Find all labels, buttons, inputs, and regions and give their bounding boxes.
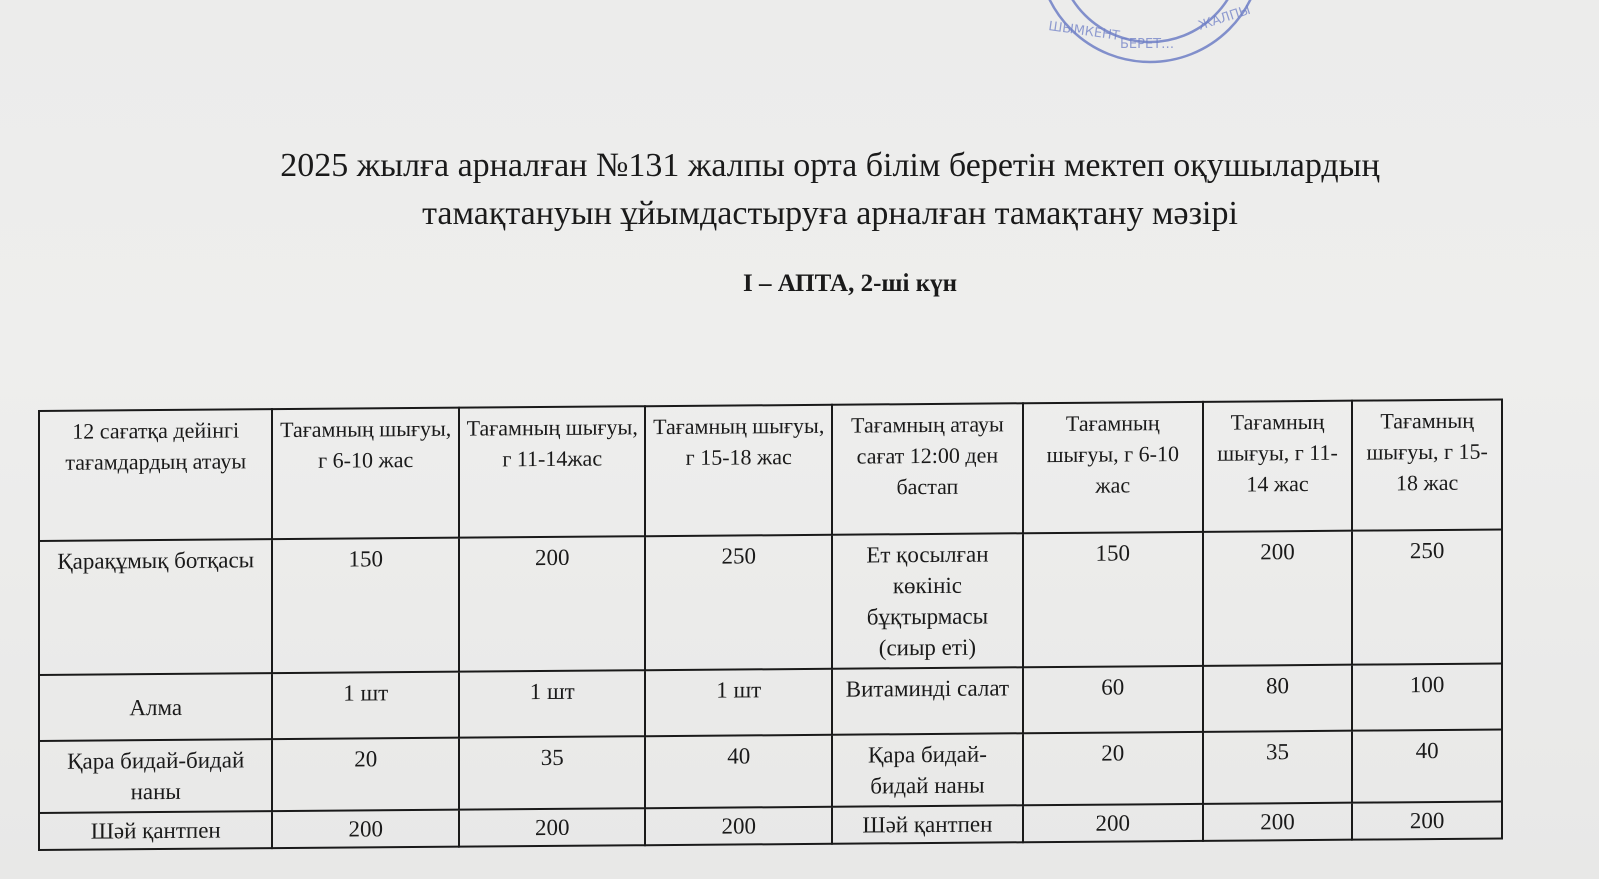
table-cell: Ет қосылған көкініс бұқтырмасы (сиыр еті): [832, 533, 1023, 668]
table-cell: 60: [1023, 666, 1203, 733]
title-line-2: тамақтануын ұйымдастыруға арналған тамақтану мәзірі: [422, 195, 1238, 232]
table-cell: 200: [459, 536, 646, 671]
table-cell: 35: [1203, 731, 1353, 804]
table-cell: Шәй қантпен: [39, 811, 272, 850]
table-row: [39, 730, 1502, 813]
table-cell: 200: [1203, 803, 1353, 841]
table-row: [39, 530, 1502, 675]
table-cell: 250: [645, 535, 832, 670]
header-cell: Тағамның шығуы, г 15-18 жас: [645, 405, 832, 536]
week-day-subtitle: I – АПТА, 2-ші күн: [742, 270, 958, 297]
table-cell: 200: [645, 807, 832, 845]
document-title: [180, 142, 1480, 238]
table-cell: 1 шт: [272, 672, 459, 739]
table-cell: 1 шт: [459, 670, 646, 737]
table-cell: 200: [459, 808, 646, 846]
header-cell: Тағамның атауы сағат 12:00 ден бастап: [832, 403, 1023, 534]
table-row: [39, 664, 1502, 741]
table-cell: 200: [1023, 804, 1203, 842]
header-cell: Тағамның шығуы, г 6-10 жас: [272, 408, 459, 539]
table-cell: 40: [1352, 730, 1502, 803]
header-cell: Тағамның шығуы, г 6-10 жас: [1023, 402, 1203, 533]
table-cell: 150: [272, 538, 459, 673]
table-cell: 40: [645, 735, 832, 808]
table-cell: 200: [272, 810, 459, 848]
table-cell: 200: [1352, 802, 1502, 840]
table-cell: 250: [1352, 530, 1502, 665]
table-cell: 20: [1023, 732, 1203, 805]
menu-table: [38, 398, 1503, 851]
table-cell: 1 шт: [645, 669, 832, 736]
svg-text:ЖАЛПЫ: ЖАЛПЫ: [1196, 2, 1253, 34]
svg-text:БЕРЕТ…: БЕРЕТ…: [1120, 37, 1175, 52]
table-cell: 20: [272, 738, 459, 811]
title-line-1: 2025 жылға арналған №131 жалпы орта білім беретін мектеп оқушылардың: [280, 147, 1380, 184]
table-cell: 200: [1203, 531, 1353, 666]
table-cell: Қара бидай-бидай наны: [39, 739, 272, 813]
table-cell: Витаминді салат: [832, 667, 1023, 734]
header-cell: Тағамның шығуы, г 11-14 жас: [1203, 401, 1353, 532]
table-cell: 150: [1023, 532, 1203, 667]
table-cell: 100: [1352, 664, 1502, 731]
table-header-row: [39, 400, 1502, 541]
table-cell: 35: [459, 736, 646, 809]
table-cell: Алма: [39, 673, 272, 741]
table-cell: Шәй қантпен: [832, 805, 1023, 843]
table-cell: 80: [1203, 665, 1353, 732]
header-cell: Тағамның шығуы, г 15-18 жас: [1352, 400, 1502, 531]
table-cell: Қара бидай-бидай наны: [832, 733, 1023, 806]
header-cell: 12 сағатқа дейінгі тағамдардың атауы: [39, 409, 272, 541]
seal-stamp: [1030, 0, 1270, 70]
header-cell: Тағамның шығуы, г 11-14жас: [459, 406, 646, 537]
svg-text:ШЫМКЕНТ: ШЫМКЕНТ: [1047, 19, 1121, 44]
table-cell: Қарақұмық ботқасы: [39, 539, 272, 675]
